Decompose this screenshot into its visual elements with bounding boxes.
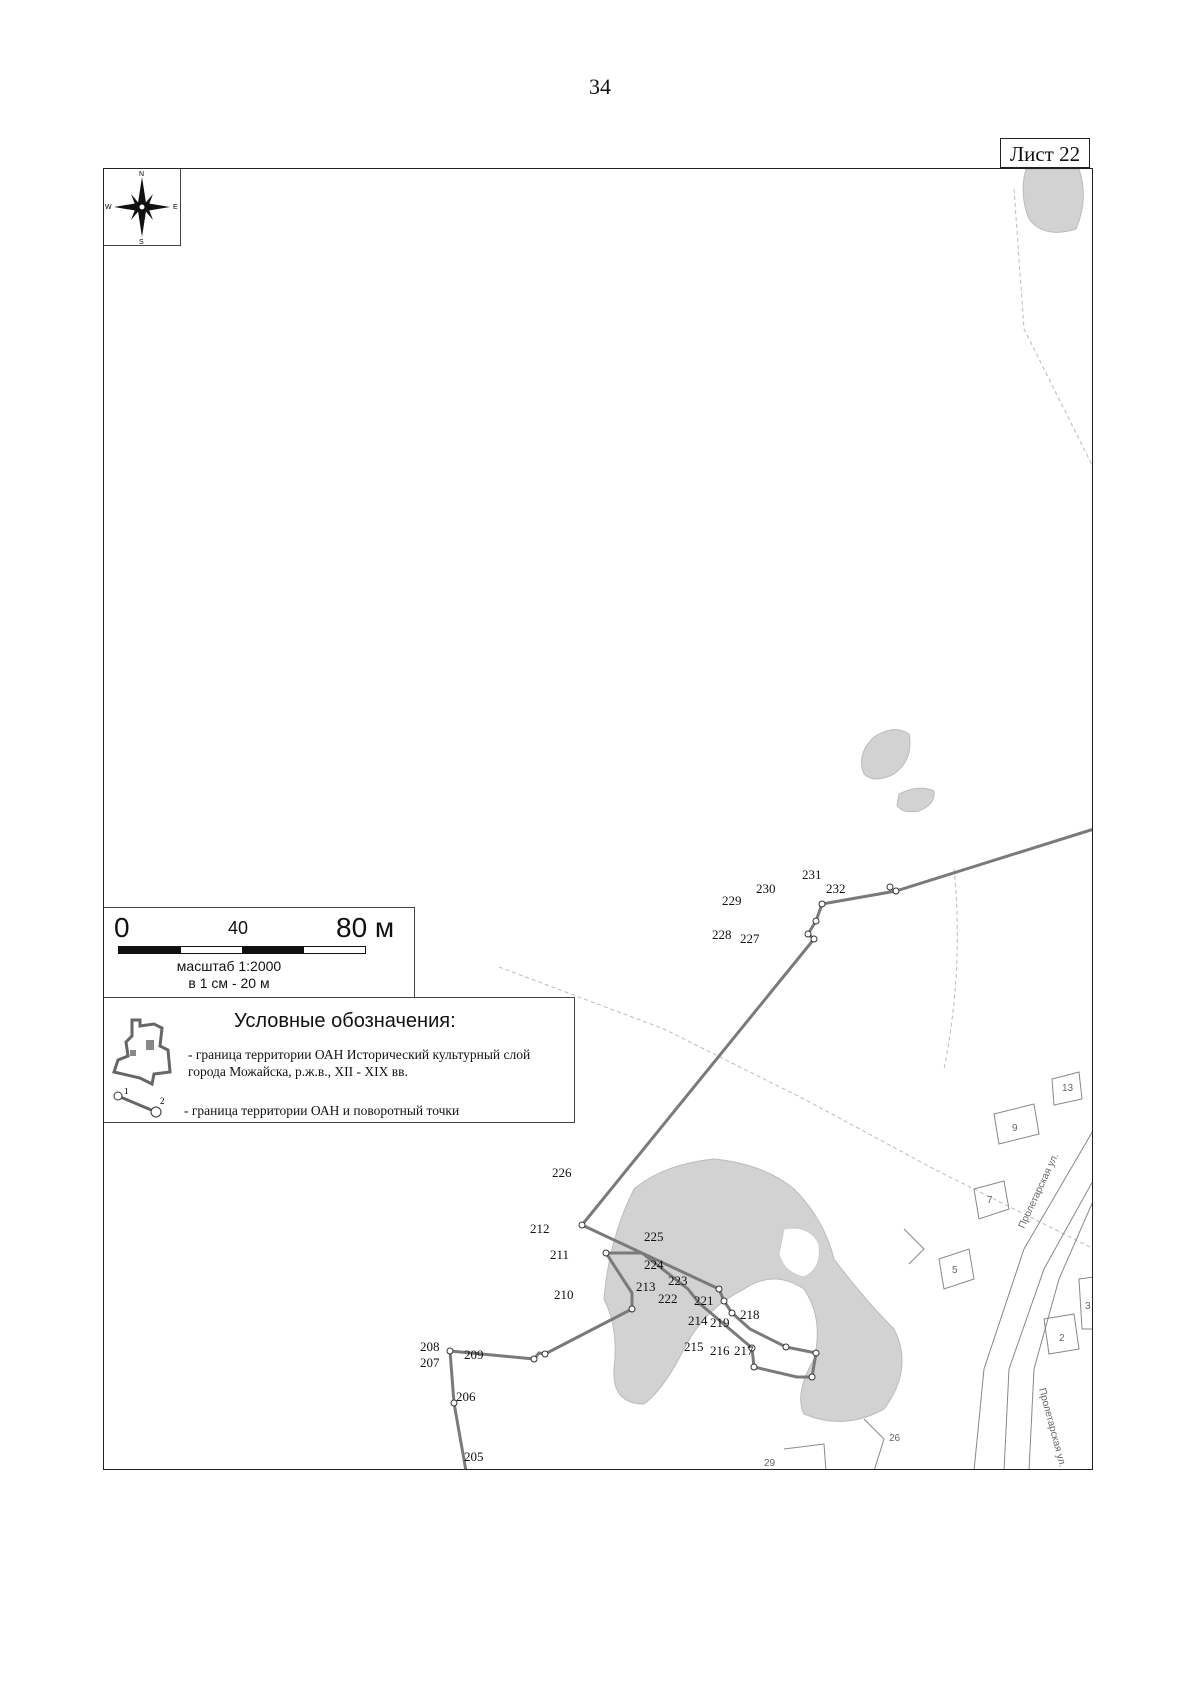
bg-line-3 bbox=[944, 869, 957, 1069]
compass-rose-icon bbox=[104, 169, 180, 245]
point-marker-209 bbox=[542, 1351, 548, 1357]
point-label-209: 209 bbox=[464, 1347, 484, 1362]
point-label-231: 231 bbox=[802, 867, 822, 882]
shaded-areas bbox=[604, 169, 1083, 1421]
point-label-217: 217 bbox=[734, 1343, 754, 1358]
point-label-222: 222 bbox=[658, 1291, 678, 1306]
point-label-205: 205 bbox=[464, 1449, 484, 1464]
point-label-227: 227 bbox=[740, 931, 760, 946]
sheet-label: Лист 22 bbox=[1000, 138, 1090, 168]
point-label-206: 206 bbox=[456, 1389, 476, 1404]
street-label-2: Пролетарская ул. bbox=[1036, 1386, 1068, 1469]
street-label-1: Пролетарская ул. bbox=[1016, 1151, 1062, 1231]
point-label-213: 213 bbox=[636, 1279, 656, 1294]
compass-s: S bbox=[139, 239, 144, 245]
building-number-7: 7 bbox=[987, 1195, 993, 1206]
point-marker-226 bbox=[579, 1222, 585, 1228]
point-label-214: 214 bbox=[688, 1313, 708, 1328]
point-marker-210 bbox=[629, 1306, 635, 1312]
scale-ratio: масштаб 1:2000 bbox=[176, 958, 282, 974]
scale-box bbox=[104, 907, 415, 999]
legend-area-symbol-icon bbox=[110, 1016, 182, 1088]
background-lines bbox=[499, 189, 1093, 1249]
building-number-13: 13 bbox=[1062, 1083, 1074, 1094]
legend-item-area: - граница территории ОАН Исторический культурный слой города Можайска, р.ж.в., XII - XIX вв. bbox=[188, 1047, 531, 1079]
point-marker-221 bbox=[783, 1344, 789, 1350]
scale-label-zero: 0 bbox=[114, 912, 130, 943]
shaded-area-pond-1 bbox=[862, 730, 910, 779]
point-label-230: 230 bbox=[756, 881, 776, 896]
point-label-225: 225 bbox=[644, 1229, 664, 1244]
point-label-224: 224 bbox=[644, 1257, 664, 1272]
shaded-area-top-right bbox=[1023, 169, 1083, 232]
building-number-2: 2 bbox=[1059, 1333, 1065, 1344]
scale-cm: в 1 см - 20 м bbox=[188, 975, 270, 991]
point-marker-232 bbox=[893, 888, 899, 894]
point-marker-230 bbox=[819, 901, 825, 907]
point-marker-224 bbox=[721, 1298, 727, 1304]
scale-label-mid: 40 bbox=[228, 918, 249, 938]
legend-box bbox=[104, 997, 575, 1123]
compass-n: N bbox=[139, 171, 145, 178]
point-marker-231 bbox=[887, 884, 893, 890]
building-number-3: 3 bbox=[1085, 1301, 1091, 1312]
point-label-215: 215 bbox=[684, 1339, 704, 1354]
point-marker-225 bbox=[716, 1286, 722, 1292]
scale-label-end: 80 м bbox=[336, 912, 395, 943]
point-label-210: 210 bbox=[554, 1287, 574, 1302]
point-label-221: 221 bbox=[694, 1293, 714, 1308]
point-marker-227 bbox=[811, 936, 817, 942]
point-label-229: 229 bbox=[722, 893, 742, 908]
building-number-9: 9 bbox=[1012, 1123, 1018, 1134]
compass-w: W bbox=[105, 204, 112, 211]
point-label-228: 228 bbox=[712, 927, 732, 942]
legend-point-symbol-icon bbox=[112, 1088, 172, 1120]
boundary-main bbox=[450, 829, 1093, 1470]
map-frame bbox=[103, 168, 1093, 1470]
building-9 bbox=[784, 1444, 826, 1470]
point-marker-229 bbox=[813, 918, 819, 924]
point-marker-212 bbox=[603, 1250, 609, 1256]
building-7 bbox=[904, 1229, 924, 1264]
building-number-5: 5 bbox=[952, 1265, 958, 1276]
legend-title: Условные обозначения: bbox=[234, 1010, 456, 1032]
point-label-226: 226 bbox=[552, 1165, 572, 1180]
map-canvas bbox=[104, 169, 1093, 1470]
legend-point-2: 2 bbox=[160, 1096, 165, 1106]
point-marker-207 bbox=[447, 1348, 453, 1354]
point-marker-215 bbox=[751, 1364, 757, 1370]
point-label-223: 223 bbox=[668, 1273, 688, 1288]
compass bbox=[104, 169, 181, 246]
point-label-207: 207 bbox=[420, 1355, 440, 1370]
page-number: 34 bbox=[589, 74, 611, 99]
legend-point-1: 1 bbox=[124, 1088, 129, 1096]
point-label-232: 232 bbox=[826, 881, 846, 896]
point-marker-223 bbox=[729, 1310, 735, 1316]
building-8 bbox=[864, 1419, 884, 1470]
point-marker-208 bbox=[531, 1356, 537, 1362]
point-marker-218 bbox=[813, 1350, 819, 1356]
building-number-26: 26 bbox=[889, 1433, 901, 1444]
point-label-219: 219 bbox=[710, 1315, 730, 1330]
point-label-211: 211 bbox=[550, 1247, 570, 1262]
point-label-208: 208 bbox=[420, 1339, 440, 1354]
heritage-boundary bbox=[450, 829, 1093, 1470]
compass-e: E bbox=[173, 204, 178, 211]
point-label-218: 218 bbox=[740, 1307, 760, 1322]
point-marker-217 bbox=[809, 1374, 815, 1380]
point-marker-228 bbox=[805, 931, 811, 937]
point-label-216: 216 bbox=[710, 1343, 730, 1358]
point-label-212: 212 bbox=[530, 1221, 550, 1236]
building-number-29: 29 bbox=[764, 1458, 776, 1469]
shaded-area-pond-2 bbox=[897, 788, 934, 812]
scale-bar bbox=[118, 946, 366, 954]
legend-item-points: - граница территории ОАН и поворотный точки bbox=[184, 1103, 460, 1118]
